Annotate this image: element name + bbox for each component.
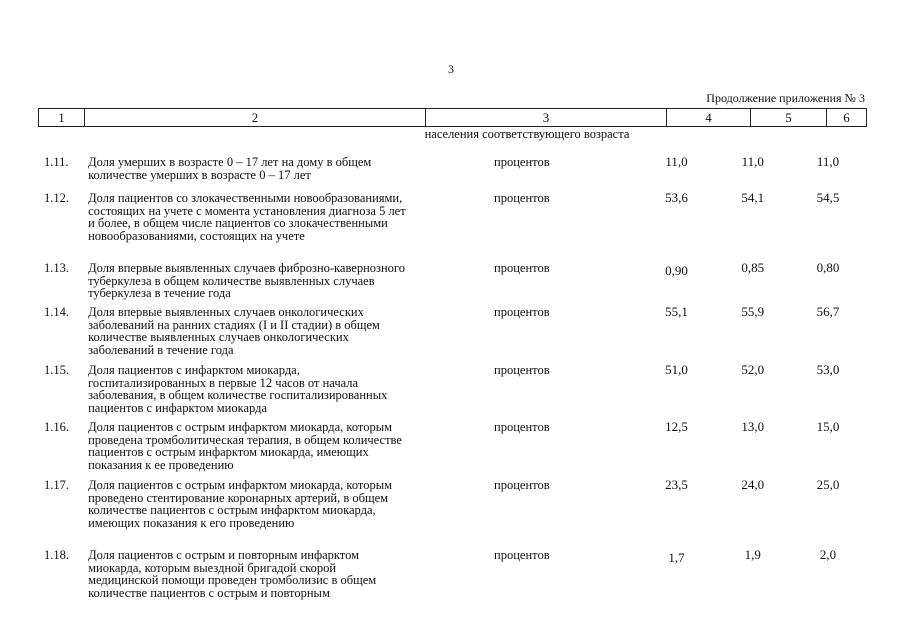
row-description: Доля умерших в возрасте 0 – 17 лет на дому в общем количестве умерших в возрасте 0 – 17 лет xyxy=(88,155,372,182)
table-row xyxy=(38,549,867,605)
header-col-4: 4 xyxy=(667,109,751,126)
row-unit: процентов xyxy=(494,155,550,169)
row-value-5: 13,0 xyxy=(741,419,765,434)
table-row xyxy=(38,262,867,306)
row-value-4: 55,1 xyxy=(665,304,688,319)
row-value-4: 12,5 xyxy=(665,419,688,434)
row-value-5: 11,0 xyxy=(741,154,764,169)
row-number: 1.12. xyxy=(44,191,69,205)
header-col-3: 3 xyxy=(426,109,667,126)
row-description: Доля пациентов с острым инфарктом миокарда, которым проведена тромболитическая терапия, в общем количестве пациентов с острым инфарктом миокарда, имеющих показания к ее проведению xyxy=(88,420,402,472)
row-value-6: 54,5 xyxy=(816,190,840,205)
row-value-6: 25,0 xyxy=(816,477,840,492)
row-value-5: 0,85 xyxy=(741,260,765,275)
table-body xyxy=(38,156,867,605)
row-unit: процентов xyxy=(494,305,550,319)
row-value-4: 53,6 xyxy=(665,190,688,205)
row-number: 1.14. xyxy=(44,305,69,319)
header-col-1: 1 xyxy=(39,109,85,126)
row-description: Доля пациентов со злокачественными новообразованиями, состоящих на учете с момента установления диагноза 5 лет и более, в общем числе пациентов со злокачественными новообразованиями, состоящих на учете xyxy=(88,191,406,243)
row-description: Доля пациентов с инфарктом миокарда, госпитализированных в первые 12 часов от начала заболевания, в общем количестве госпитализированных пациентов с инфарктом миокарда xyxy=(88,363,388,415)
row-value-6: 2,0 xyxy=(819,547,837,562)
row-value-6: 56,7 xyxy=(816,304,840,319)
header-col-2: 2 xyxy=(85,109,426,126)
row-value-4: 11,0 xyxy=(665,154,688,169)
table-row xyxy=(38,421,867,479)
row-value-5: 1,9 xyxy=(744,547,761,562)
row-unit: процентов xyxy=(494,478,550,492)
row-value-4: 0,90 xyxy=(665,263,688,278)
row-description: Доля впервые выявленных случаев фиброзно-кавернозного туберкулеза в общем количестве выявленных случаев туберкулеза в течение года xyxy=(88,261,405,300)
header-col-5: 5 xyxy=(751,109,827,126)
row-unit: процентов xyxy=(494,420,550,434)
row-value-5: 55,9 xyxy=(741,304,765,319)
row-unit: процентов xyxy=(494,363,550,377)
row-number: 1.15. xyxy=(44,363,69,377)
table-row xyxy=(38,479,867,549)
page-number: 3 xyxy=(448,62,454,76)
row-number: 1.17. xyxy=(44,478,69,492)
table-row xyxy=(38,364,867,421)
row-number: 1.13. xyxy=(44,261,69,275)
row-value-6: 15,0 xyxy=(816,419,840,434)
row-unit: процентов xyxy=(494,261,550,275)
row-description: Доля впервые выявленных случаев онкологических заболеваний на ранних стадиях (I и II стадии) в общем количестве выявленных случаев онкологических заболеваний в течение года xyxy=(88,305,380,357)
row-number: 1.18. xyxy=(44,548,69,562)
header-col-6: 6 xyxy=(843,110,850,125)
row-description: Доля пациентов с острым и повторным инфарктом миокарда, которым выездной бригадой скорой медицинской помощи проведен тромболизис в общем количестве пациентов с острым и повторным xyxy=(88,548,377,600)
row-value-4: 51,0 xyxy=(665,362,688,377)
row-value-4: 1,7 xyxy=(668,550,685,565)
row-value-5: 52,0 xyxy=(741,362,765,377)
row-value-6: 53,0 xyxy=(816,362,840,377)
row-value-6: 11,0 xyxy=(816,154,840,169)
row-unit: процентов xyxy=(494,548,550,562)
row-number: 1.16. xyxy=(44,420,69,434)
row-number: 1.11. xyxy=(44,155,69,169)
table-row xyxy=(38,192,867,262)
row-description: Доля пациентов с острым инфарктом миокарда, которым проведено стентирование коронарных артерий, в общем количестве пациентов с острым инфарктом миокарда, имеющих показания к его проведению xyxy=(88,478,393,530)
row-value-5: 24,0 xyxy=(741,477,765,492)
table-row xyxy=(38,306,867,364)
row-unit: процентов xyxy=(494,191,550,205)
row-value-6: 0,80 xyxy=(816,260,840,275)
continued-unit-text: населения соответствующего возраста xyxy=(424,127,630,141)
table-row xyxy=(38,156,867,192)
continuation-label: Продолжение приложения № 3 xyxy=(706,91,865,105)
row-value-5: 54,1 xyxy=(741,190,765,205)
table-header-row xyxy=(38,108,867,127)
row-value-4: 23,5 xyxy=(665,477,688,492)
